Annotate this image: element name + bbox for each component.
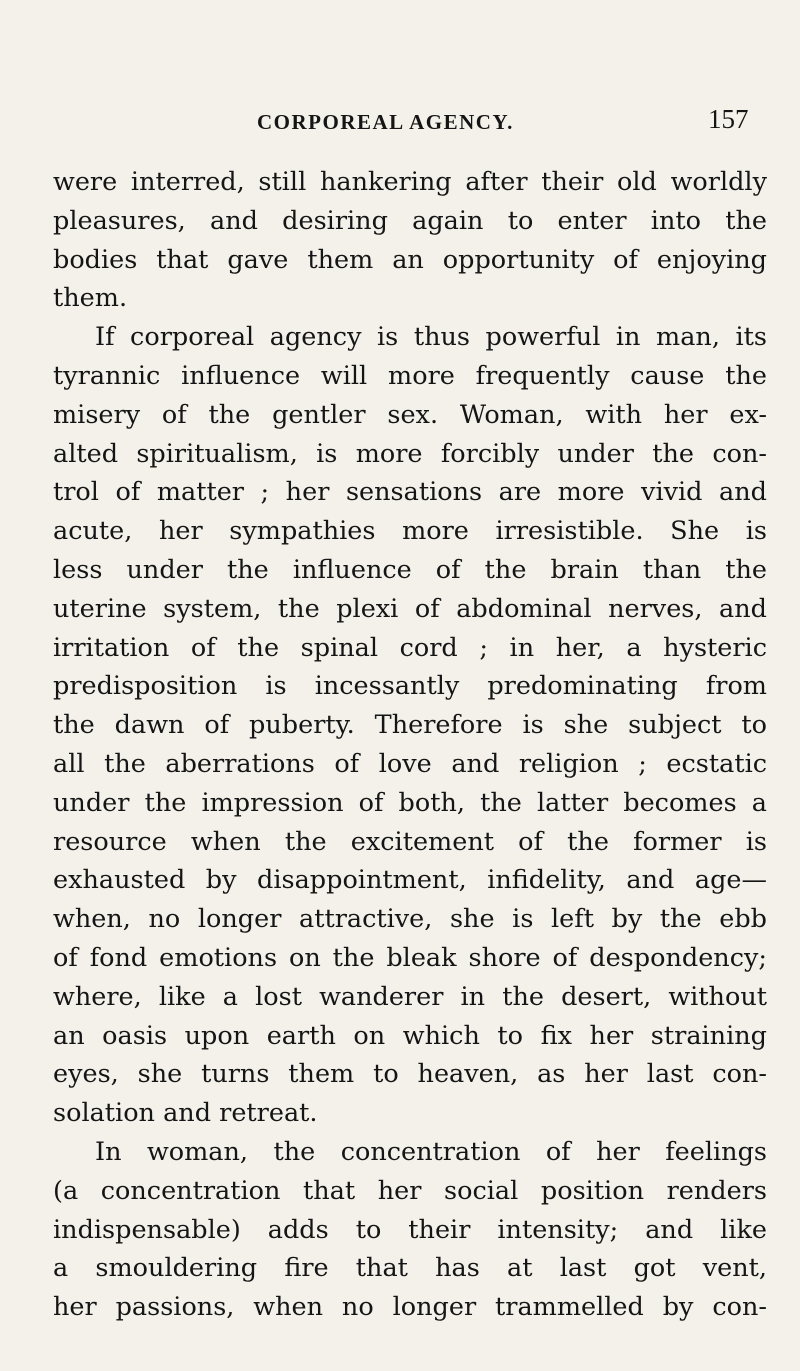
text-line: an oasis upon earth on which to fix her straining [53,1020,767,1051]
text-line: uterine system, the plexi of abdominal nerves, and [53,593,767,624]
text-line: In woman, the concentration of her feelings [95,1136,767,1167]
text-line: If corporeal agency is thus powerful in man, its [95,322,767,353]
running-head: CORPOREAL AGENCY. [257,110,514,134]
page-number: 157 [708,104,749,134]
text-line: tyrannic influence will more frequently cause the [53,360,767,391]
text-line: exhausted by disappointment, infidelity, and age— [53,865,767,896]
text-line: indispensable) adds to their intensity; and like [53,1214,767,1245]
text-line: of fond emotions on the bleak shore of despondency; [53,942,767,973]
text-line: all the aberrations of love and religion ; ecstatic [53,748,767,779]
text-line: resource when the excitement of the former is [53,826,767,857]
text-line: eyes, she turns them to heaven, as her last con- [53,1059,767,1090]
text-line: her passions, when no longer trammelled by con- [53,1292,767,1323]
text-line: them. [53,283,128,314]
text-line: pleasures, and desiring again to enter into the [53,205,767,236]
text-line: less under the influence of the brain than the [53,554,767,585]
text-line: predisposition is incessantly predominating from [53,671,767,702]
text-line: under the impression of both, the latter becomes a [53,787,767,818]
text-line: acute, her sympathies more irresistible. She is [53,516,767,547]
body-text [53,163,767,1327]
text-line: a smouldering fire that has at last got vent, [53,1253,767,1284]
text-line: trol of matter ; her sensations are more vivid and [53,477,767,508]
text-line: the dawn of puberty. Therefore is she subject to [53,710,767,741]
text-line: alted spiritualism, is more forcibly under the con- [53,438,767,469]
text-line: were interred, still hankering after their old worldly [53,167,767,197]
text-line: where, like a lost wanderer in the desert, without [53,981,767,1012]
text-line: when, no longer attractive, she is left by the ebb [53,904,767,935]
text-line: bodies that gave them an opportunity of enjoying [53,244,767,275]
text-line: misery of the gentler sex. Woman, with her ex- [53,399,767,430]
text-line: (a concentration that her social position renders [53,1175,767,1206]
text-line: solation and retreat. [53,1098,318,1129]
text-line: irritation of the spinal cord ; in her, a hysteric [53,632,767,663]
